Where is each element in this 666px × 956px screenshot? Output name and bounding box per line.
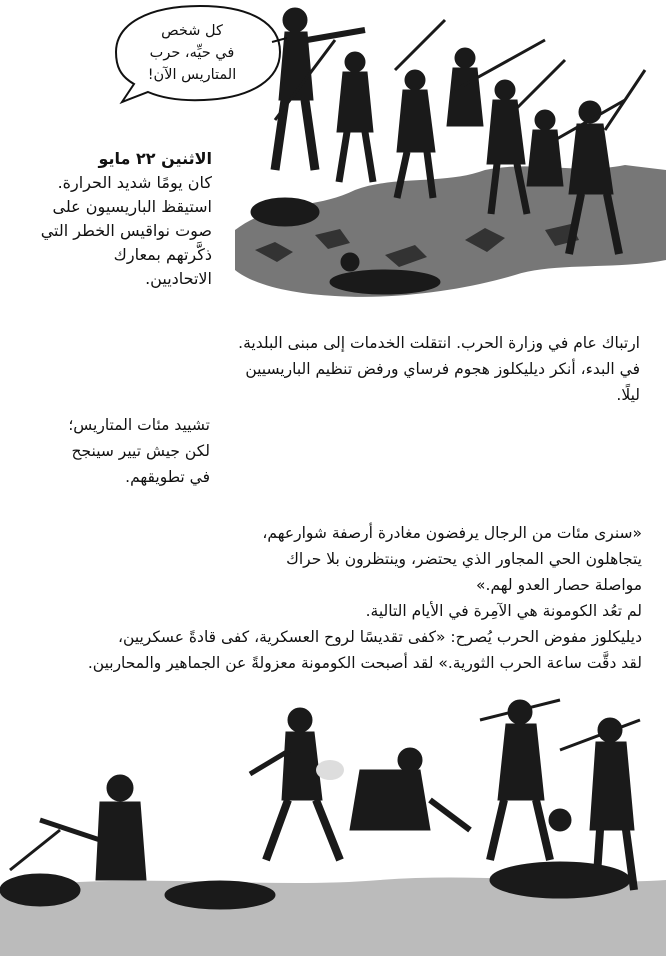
paragraph-line: لم تعُد الكومونة هي الآمِرة في الأيام التالية. (365, 602, 642, 620)
speech-bubble-line: المتاريس الآن! (147, 67, 237, 83)
date-caption-line: صوت نواقيس الخطر التي (40, 221, 212, 240)
bottom-illustration (0, 690, 666, 956)
date-caption-line: استيقظ الباريسيون على (52, 197, 212, 216)
paragraph-line: ارتباك عام في وزارة الحرب. انتقلت الخدمات إلى مبنى البلدية. (238, 334, 640, 352)
paragraph-quote (30, 520, 642, 676)
date-title: الاثنين ٢٢ مايو (98, 149, 212, 168)
paragraph-barricades (30, 412, 210, 490)
speech-bubble-line: كل شخص (161, 23, 223, 39)
speech-bubble-line: في حيِّه، حرب (149, 45, 235, 61)
paragraph-line: تشييد مئات المتاريس؛ (68, 416, 210, 434)
date-caption (12, 147, 212, 291)
paragraph-line: في البدء، أنكر ديليكلوز هجوم فرساي ورفض تنظيم الباريسيين (245, 360, 640, 378)
paragraph-line: لكن جيش تيير سينجح (71, 442, 210, 460)
date-caption-line: الاتحاديين. (145, 269, 212, 288)
paragraph-ministry (240, 330, 640, 408)
paragraph-line: لقد دقَّت ساعة الحرب الثورية.» لقد أصبحت الكومونة معزولةً عن الجماهير والمحاربين. (87, 654, 642, 672)
date-caption-line: كان يومًا شديد الحرارة. (57, 173, 212, 192)
speech-bubble-text (122, 20, 262, 86)
paragraph-line: يتجاهلون الحي المجاور الذي يحتضر، وينتظرون بلا حراك (286, 550, 642, 568)
date-caption-line: ذكَّرتهم بمعارك (113, 245, 212, 264)
paragraph-line: في تطويقهم. (125, 468, 210, 486)
paragraph-line: ديليكلوز مفوض الحرب يُصرح: «كفى تقديسًا لروح العسكرية، كفى قادةً عسكريين، (118, 628, 642, 646)
paragraph-line: ليلًا. (616, 386, 640, 404)
paragraph-line: مواصلة حصار العدو لهم.» (476, 576, 642, 594)
paragraph-line: «سنرى مئات من الرجال يرفضون مغادرة أرصفة شوارعهم، (262, 524, 642, 542)
